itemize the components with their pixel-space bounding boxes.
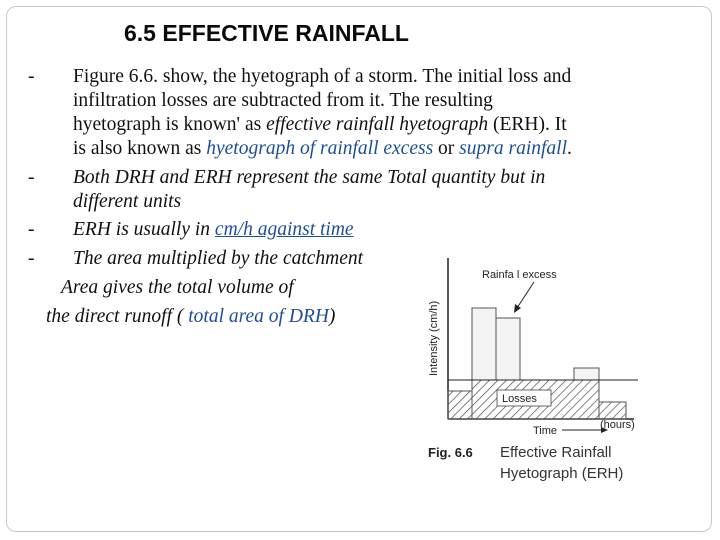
term-supra-rainfall: supra rainfall <box>459 138 567 159</box>
bullet4-line3 <box>46 305 335 329</box>
bullet-dash: - <box>28 219 35 240</box>
bullet1-line2: infiltration losses are subtracted from it. The resulting <box>73 90 493 111</box>
term-effective-rainfall-hyetograph: effective rainfall hyetograph <box>266 114 489 135</box>
bullet1-line3-tail: (ERH). It <box>488 114 567 135</box>
x-axis-label: Time <box>533 425 558 437</box>
figure-caption-line2: Hyetograph (ERH) <box>500 465 624 482</box>
excess-bar <box>496 318 520 380</box>
figure-erh <box>422 252 662 484</box>
bullet4-line2: Area gives the total volume of <box>61 277 294 298</box>
bullet1-line1: Figure 6.6. show, the hyetograph of a storm. The initial loss and <box>73 66 572 87</box>
bullet2-line2: different units <box>73 191 182 212</box>
bullet1-line4-text: is also known as <box>73 138 207 159</box>
bullet3-text: ERH is usually in <box>73 219 215 240</box>
figure-caption-line1: Effective Rainfall <box>500 444 612 461</box>
x-axis-unit: (hours) <box>600 419 635 431</box>
excess-bar <box>574 368 599 380</box>
loss-bar <box>599 402 626 419</box>
excess-arrow <box>517 282 534 308</box>
loss-bar <box>448 391 472 419</box>
bullet-dash: - <box>28 248 35 269</box>
bullet4-line1: The area multiplied by the catchment <box>73 248 364 269</box>
figure-number: Fig. 6.6 <box>428 445 473 460</box>
term-rainfall-excess: hyetograph of rainfall excess <box>206 138 434 159</box>
losses-label: Losses <box>502 393 537 405</box>
excess-bar <box>472 308 496 380</box>
hyetograph-diagram <box>422 252 662 484</box>
bullet1-line3-text: hyetograph is known' as <box>73 114 267 135</box>
bullet1-line4-period: . <box>566 138 572 159</box>
excess-label: Rainfa l excess <box>482 269 557 281</box>
term-total-area-drh: total area of DRH <box>188 306 329 327</box>
bullet-dash: - <box>28 167 35 188</box>
excess-arrow-head <box>514 304 521 313</box>
bullet3-line <box>73 218 354 242</box>
bullet-dash: - <box>28 66 35 87</box>
bullet4-line3-tail: ) <box>328 306 336 327</box>
bullet1-line4-or: or <box>433 138 460 159</box>
bullet4-line3-text: the direct runoff ( <box>46 306 189 327</box>
bullet3-units: cm/h against time <box>214 219 354 240</box>
bullet1-line4 <box>73 137 572 161</box>
y-axis-label: Intensity (cm/h) <box>428 300 440 376</box>
bullet2-line1: Both DRH and ERH represent the same Total quantity but in <box>73 167 546 188</box>
bullet1-line3 <box>73 113 567 137</box>
title-text: EFFECTIVE RAINFALL <box>162 20 409 46</box>
title-number: 6.5 <box>124 20 163 46</box>
